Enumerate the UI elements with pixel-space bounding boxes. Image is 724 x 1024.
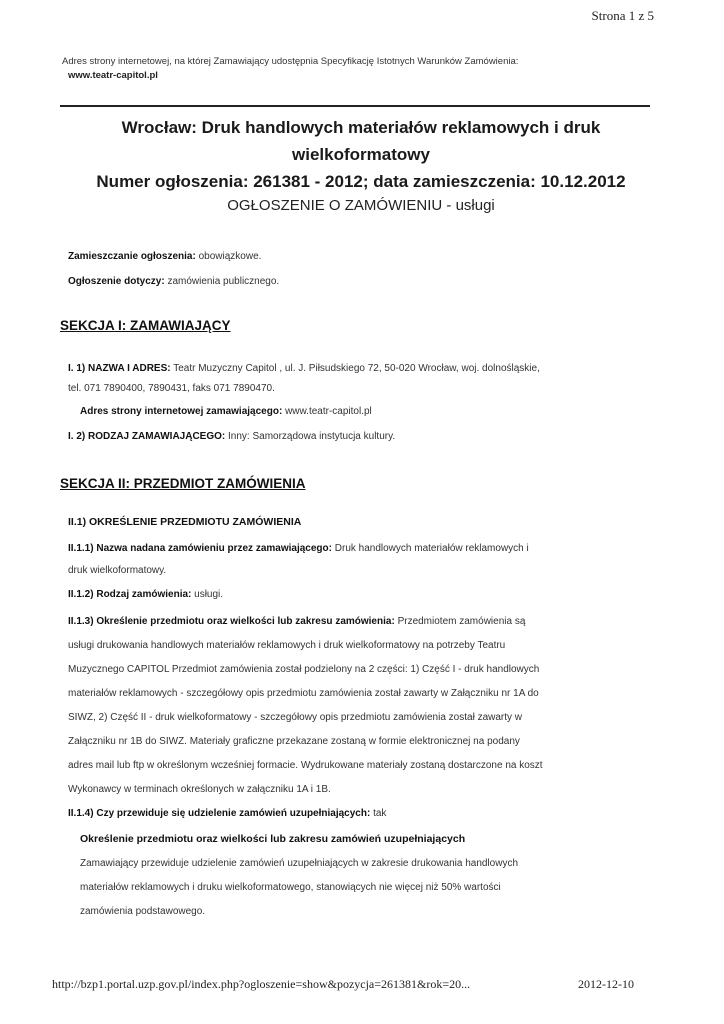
- placement-row: [68, 251, 261, 262]
- order-scope-line-1: Przedmiotem zamówienia są: [397, 616, 526, 627]
- order-name-row: [68, 543, 529, 554]
- supplementary-scope-line: Zamawiający przewiduje udzielenie zamówień uzupełniających w zakresie drukowania handlowych: [80, 858, 519, 869]
- order-scope-line: Wykonawcy w terminach określonych w załączniku 1A i 1B.: [68, 784, 331, 795]
- order-kind-label: II.1.2) Rodzaj zamówienia:: [68, 589, 192, 600]
- supplementary-scope-heading: Określenie przedmiotu oraz wielkości lub zakresu zamówień uzupełniających: [80, 833, 466, 845]
- supplementary-value: tak: [373, 808, 387, 819]
- contracting-type-value: Inny: Samorządowa instytucja kultury.: [228, 431, 396, 442]
- page-number: Strona 1 z 5: [591, 8, 654, 23]
- contracting-name-row: [68, 363, 540, 374]
- notice-type: OGŁOSZENIE O ZAMÓWIENIU - usługi: [227, 197, 495, 214]
- footer-date: 2012-12-10: [578, 977, 634, 991]
- contracting-type-label: I. 2) RODZAJ ZAMAWIAJĄCEGO:: [68, 431, 226, 442]
- footer-url[interactable]: http://bzp1.portal.uzp.gov.pl/index.php?ogloszenie=show&pozycja=261381&rok=20...: [52, 977, 471, 991]
- order-scope-line: usługi drukowania handlowych materiałów reklamowych i druk wielkoformatowy na potrzeby Teatru: [68, 640, 506, 651]
- order-kind-row: [68, 589, 223, 600]
- concerns-value: zamówienia publicznego.: [167, 276, 280, 287]
- header-divider: [60, 105, 650, 107]
- order-scope-line: adres mail lub ftp w określonym wcześniej formacie. Wydrukowane materiały zostaną dostarczone na koszt: [68, 760, 543, 771]
- placement-value: obowiązkowe.: [198, 251, 262, 262]
- contracting-type-row: [68, 431, 395, 442]
- supplementary-row: [68, 808, 386, 819]
- order-kind-value: usługi.: [194, 589, 224, 600]
- order-name-line-2: druk wielkoformatowy.: [68, 565, 167, 576]
- order-name-line-1: Druk handlowych materiałów reklamowych i: [334, 543, 529, 554]
- concerns-label: Ogłoszenie dotyczy:: [68, 276, 165, 287]
- contracting-name-line-1: Teatr Muzyczny Capitol , ul. J. Piłsudskiego 72, 50-020 Wrocław, woj. dolnośląskie,: [173, 363, 540, 374]
- order-scope-line: Muzycznego CAPITOL Przedmiot zamówienia został podzielony na 2 części: 1) Część I - druk handlowych: [68, 664, 540, 675]
- order-scope-line: materiałów reklamowych - szczegółowy opis przedmiotu zamówienia został zawarty w Załączniku nr 1A do: [68, 688, 539, 699]
- order-scope-line: SIWZ, 2) Część II - druk wielkoformatowy - szczegółowy opis przedmiotu zamówienia został zawarty w: [68, 712, 523, 723]
- contracting-web-value[interactable]: www.teatr-capitol.pl: [285, 406, 372, 417]
- notice-title-line-2: wielkoformatowy: [292, 145, 430, 164]
- contracting-web-row: [80, 406, 372, 417]
- concerns-row: [68, 276, 279, 287]
- order-scope-row: [68, 616, 525, 627]
- site-notice: Adres strony internetowej, na której Zamawiający udostępnia Specyfikację Istotnych Warunków Zamówienia:: [62, 56, 519, 67]
- notice-number-line: Numer ogłoszenia: 261381 - 2012; data zamieszczenia: 10.12.2012: [96, 172, 626, 191]
- contracting-web-label: Adres strony internetowej zamawiającego:: [80, 406, 283, 417]
- order-scope-line: Załączniku nr 1B do SIWZ. Materiały graficzne przekazane zostaną w formie elektronicznej na podany: [68, 736, 520, 747]
- section-2-heading: SEKCJA II: PRZEDMIOT ZAMÓWIENIA: [60, 476, 306, 491]
- supplementary-scope-line: materiałów reklamowych i druku wielkoformatowego, stanowiących nie więcej niż 50% wartości: [80, 882, 501, 893]
- supplementary-scope-line: zamówienia podstawowego.: [80, 906, 206, 917]
- notice-title-line-1: Wrocław: Druk handlowych materiałów reklamowych i druk: [121, 118, 601, 137]
- contracting-name-label: I. 1) NAZWA I ADRES:: [68, 363, 171, 374]
- supplementary-label: II.1.4) Czy przewiduje się udzielenie zamówień uzupełniających:: [68, 808, 371, 819]
- order-scope-label: II.1.3) Określenie przedmiotu oraz wielkości lub zakresu zamówienia:: [68, 616, 395, 627]
- placement-label: Zamieszczanie ogłoszenia:: [68, 251, 196, 262]
- section-1-heading: SEKCJA I: ZAMAWIAJĄCY: [60, 318, 231, 333]
- site-url[interactable]: www.teatr-capitol.pl: [68, 70, 158, 81]
- subject-definition-heading: II.1) OKREŚLENIE PRZEDMIOTU ZAMÓWIENIA: [68, 516, 302, 528]
- contracting-name-line-2: tel. 071 7890400, 7890431, faks 071 7890470.: [68, 383, 275, 394]
- order-name-label: II.1.1) Nazwa nadana zamówieniu przez zamawiającego:: [68, 543, 332, 554]
